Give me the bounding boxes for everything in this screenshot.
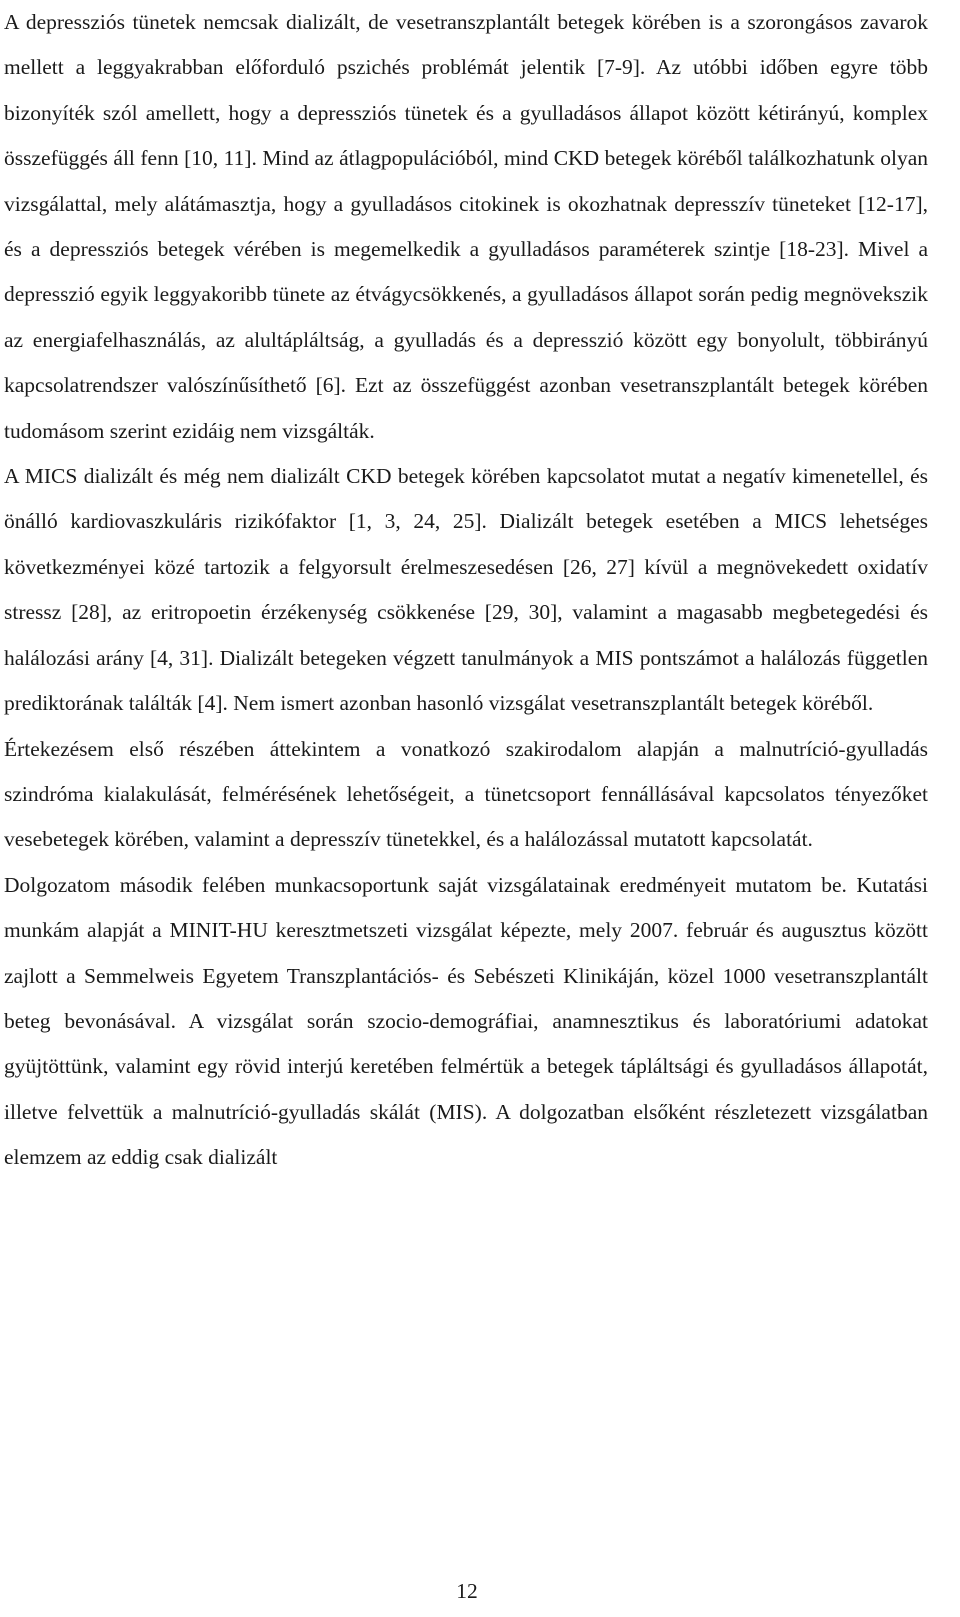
paragraph-dissertation-first-part: Értekezésem első részében áttekintem a vonatkozó szakirodalom alapján a malnutríció-gyulladás szindróma kialakulását, felmérésének lehetőségeit, a tünetcsoport fennállásával kapcsolatos tényezőket vesebetegek körében, valamint a depresszív tünetekkel, és a halálozással mutatott kapcsolatát.	[4, 736, 928, 852]
paragraph-mics: A MICS dializált és még nem dializált CKD betegek körében kapcsolatot mutat a negatív kimenetellel, és önálló kardiovaszkuláris rizikófaktor [1, 3, 24, 25]. Dializált betegek esetében a MICS lehetséges következményei közé tartozik a felgyorsult érelmeszesedésen [26, 27] kívül a megnövekedett oxidatív stressz [28], az eritropoetin érzékenység csökkenése [29, 30], valamint a magasabb megbetegedési és halálozási arány [4, 31]. Dializált betegeken végzett tanulmányok a MIS pontszámot a halálozás független prediktorának találták [4]. Nem ismert azonban hasonló vizsgálat vesetranszplantált betegek köréből.	[4, 464, 928, 716]
paragraph-dissertation-second-part: Dolgozatom második felében munkacsoportunk saját vizsgálatainak eredményeit mutatom be. Kutatási munkám alapját a MINIT-HU keresztmetszeti vizsgálat képezte, mely 2007. február és augusztus között zajlott a Semmelweis Egyetem Transzplantációs- és Sebészeti Klinikáján, közel 1000 vesetranszplantált beteg bevonásával. A vizsgálat során szocio-demográfiai, anamnesztikus és laboratóriumi adatokat gyüjtöttünk, valamint egy rövid interjú keretében felmértük a betegek tápláltsági és gyulladásos állapotát, illetve felvettük a malnutríció-gyulladás skálát (MIS). A dolgozatban elsőként részletezett vizsgálatban elemzem az eddig csak dializált	[4, 872, 928, 1170]
document-body	[4, 0, 928, 1181]
page-number: 12	[456, 1579, 478, 1603]
paragraph-depression: A depressziós tünetek nemcsak dializált, de vesetranszplantált betegek körében is a szorongásos zavarok mellett a leggyakrabban előforduló pszichés problémát jelentik [7-9]. Az utóbbi időben egyre több bizonyíték szól amellett, hogy a depressziós tünetek és a gyulladásos állapot között kétirányú, komplex összefüggés áll fenn [10, 11]. Mind az átlagpopulációból, mind CKD betegek köréből találkozhatunk olyan vizsgálattal, mely alátámasztja, hogy a gyulladásos citokinek is okozhatnak depresszív tüneteket [12-17], és a depressziós betegek vérében is megemelkedik a gyulladásos paraméterek szintje [18-23]. Mivel a depresszió egyik leggyakoribb tünete az étvágycsökkenés, a gyulladásos állapot során pedig megnövekszik az energiafelhasználás, az alultápláltság, a gyulladás és a depresszió között egy bonyolult, többirányú kapcsolatrendszer valószínűsíthető [6]. Ezt az összefüggést azonban vesetranszplantált betegek körében tudomásom szerint ezidáig nem vizsgálták.	[4, 10, 928, 443]
